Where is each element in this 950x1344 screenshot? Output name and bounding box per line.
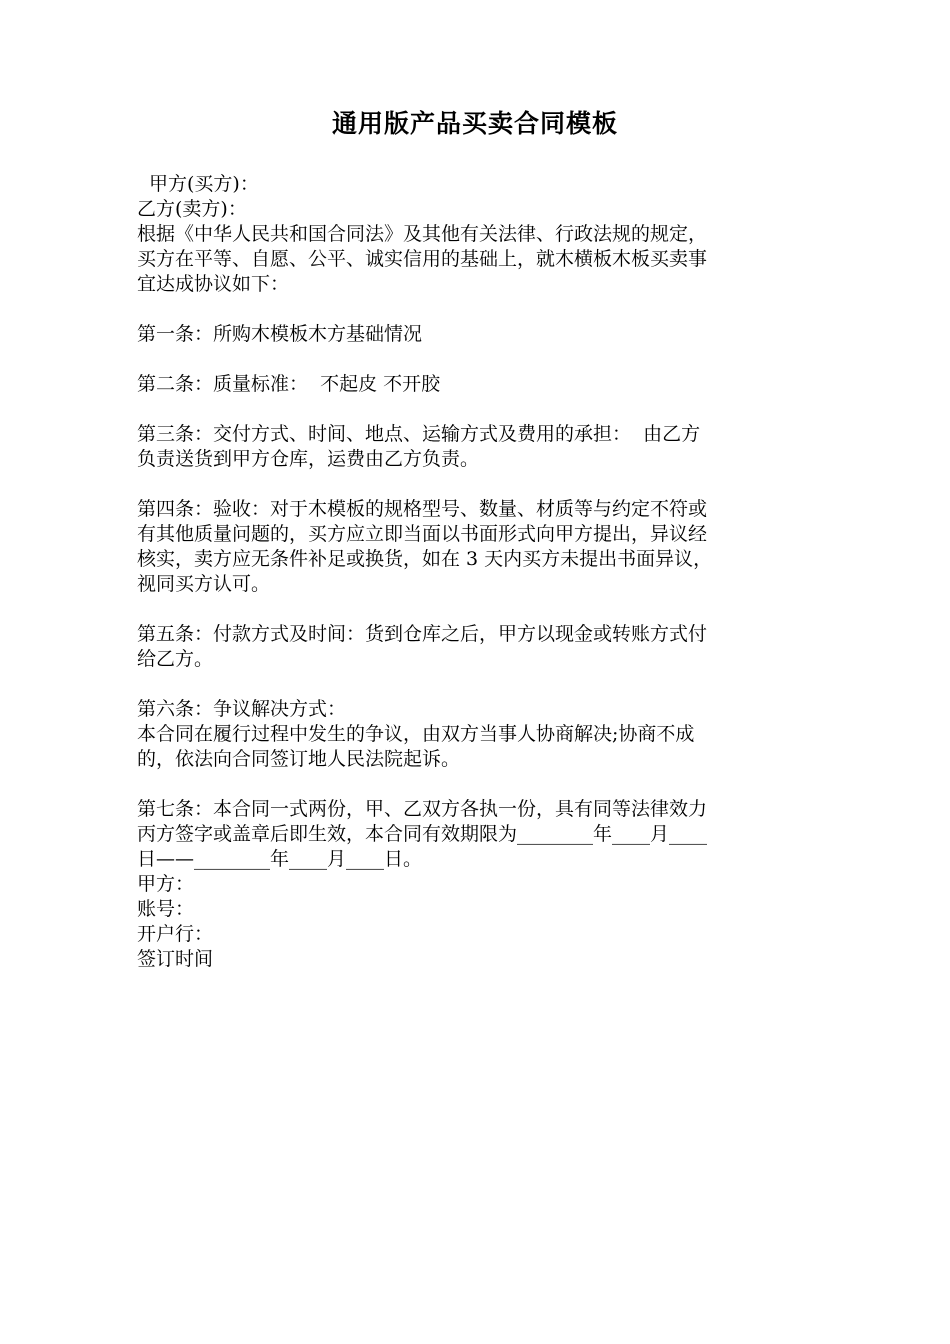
article-7-line: 丙方签字或盖章后即生效，本合同有效期限为________年____月____	[137, 823, 708, 845]
signature-time: 签订时间	[137, 948, 214, 970]
article-3-line: 第三条：交付方式、时间、地点、运输方式及费用的承担： 由乙方	[137, 423, 701, 445]
article-6-line: 本合同在履行过程中发生的争议，由双方当事人协商解决;协商不成	[137, 723, 695, 745]
article-7-line: 日——________年____月____日。	[137, 848, 423, 870]
article-6-line: 的，依法向合同签订地人民法院起诉。	[137, 748, 461, 770]
article-4-line: 核实，卖方应无条件补足或换货，如在 3 天内买方未提出书面异议，	[137, 548, 713, 570]
paragraph-gap	[137, 472, 817, 497]
party-a-buyer-line: 甲方(买方)：	[149, 173, 259, 195]
paragraph-gap	[137, 772, 817, 797]
article-5-line: 给乙方。	[137, 648, 214, 670]
article-1: 第一条：所购木模板木方基础情况	[137, 323, 423, 345]
preamble-line: 买方在平等、自愿、公平、诚实信用的基础上，就木横板木板买卖事	[137, 248, 708, 270]
paragraph-gap	[137, 347, 817, 372]
article-4-line: 有其他质量问题的，买方应立即当面以书面形式向甲方提出，异议经	[137, 523, 708, 545]
preamble-line: 根据《中华人民共和国合同法》及其他有关法律、行政法规的规定，	[137, 223, 708, 245]
article-5-line: 第五条：付款方式及时间：货到仓库之后，甲方以现金或转账方式付	[137, 623, 708, 645]
contract-body	[137, 172, 817, 972]
paragraph-gap	[137, 597, 817, 622]
paragraph-gap	[137, 297, 817, 322]
paragraph-gap	[137, 397, 817, 422]
article-7-line: 第七条：本合同一式两份，甲、乙双方各执一份，具有同等法律效力	[137, 798, 708, 820]
preamble-line: 宜达成协议如下：	[137, 273, 290, 295]
article-3-line: 负责送货到甲方仓库，运费由乙方负责。	[137, 448, 480, 470]
signature-party-a: 甲方：	[137, 873, 195, 895]
article-6-line: 第六条：争议解决方式：	[137, 698, 347, 720]
signature-bank: 开户行：	[137, 923, 214, 945]
document-title: 通用版产品买卖合同模板	[331, 109, 618, 138]
article-2: 第二条：质量标准： 不起皮 不开胶	[137, 373, 441, 395]
signature-account: 账号：	[137, 898, 195, 920]
paragraph-gap	[137, 672, 817, 697]
article-4-line: 视同买方认可。	[137, 573, 271, 595]
article-4-line: 第四条：验收：对于木模板的规格型号、数量、材质等与约定不符或	[137, 498, 708, 520]
party-b-seller-line: 乙方(卖方)：	[137, 198, 247, 220]
